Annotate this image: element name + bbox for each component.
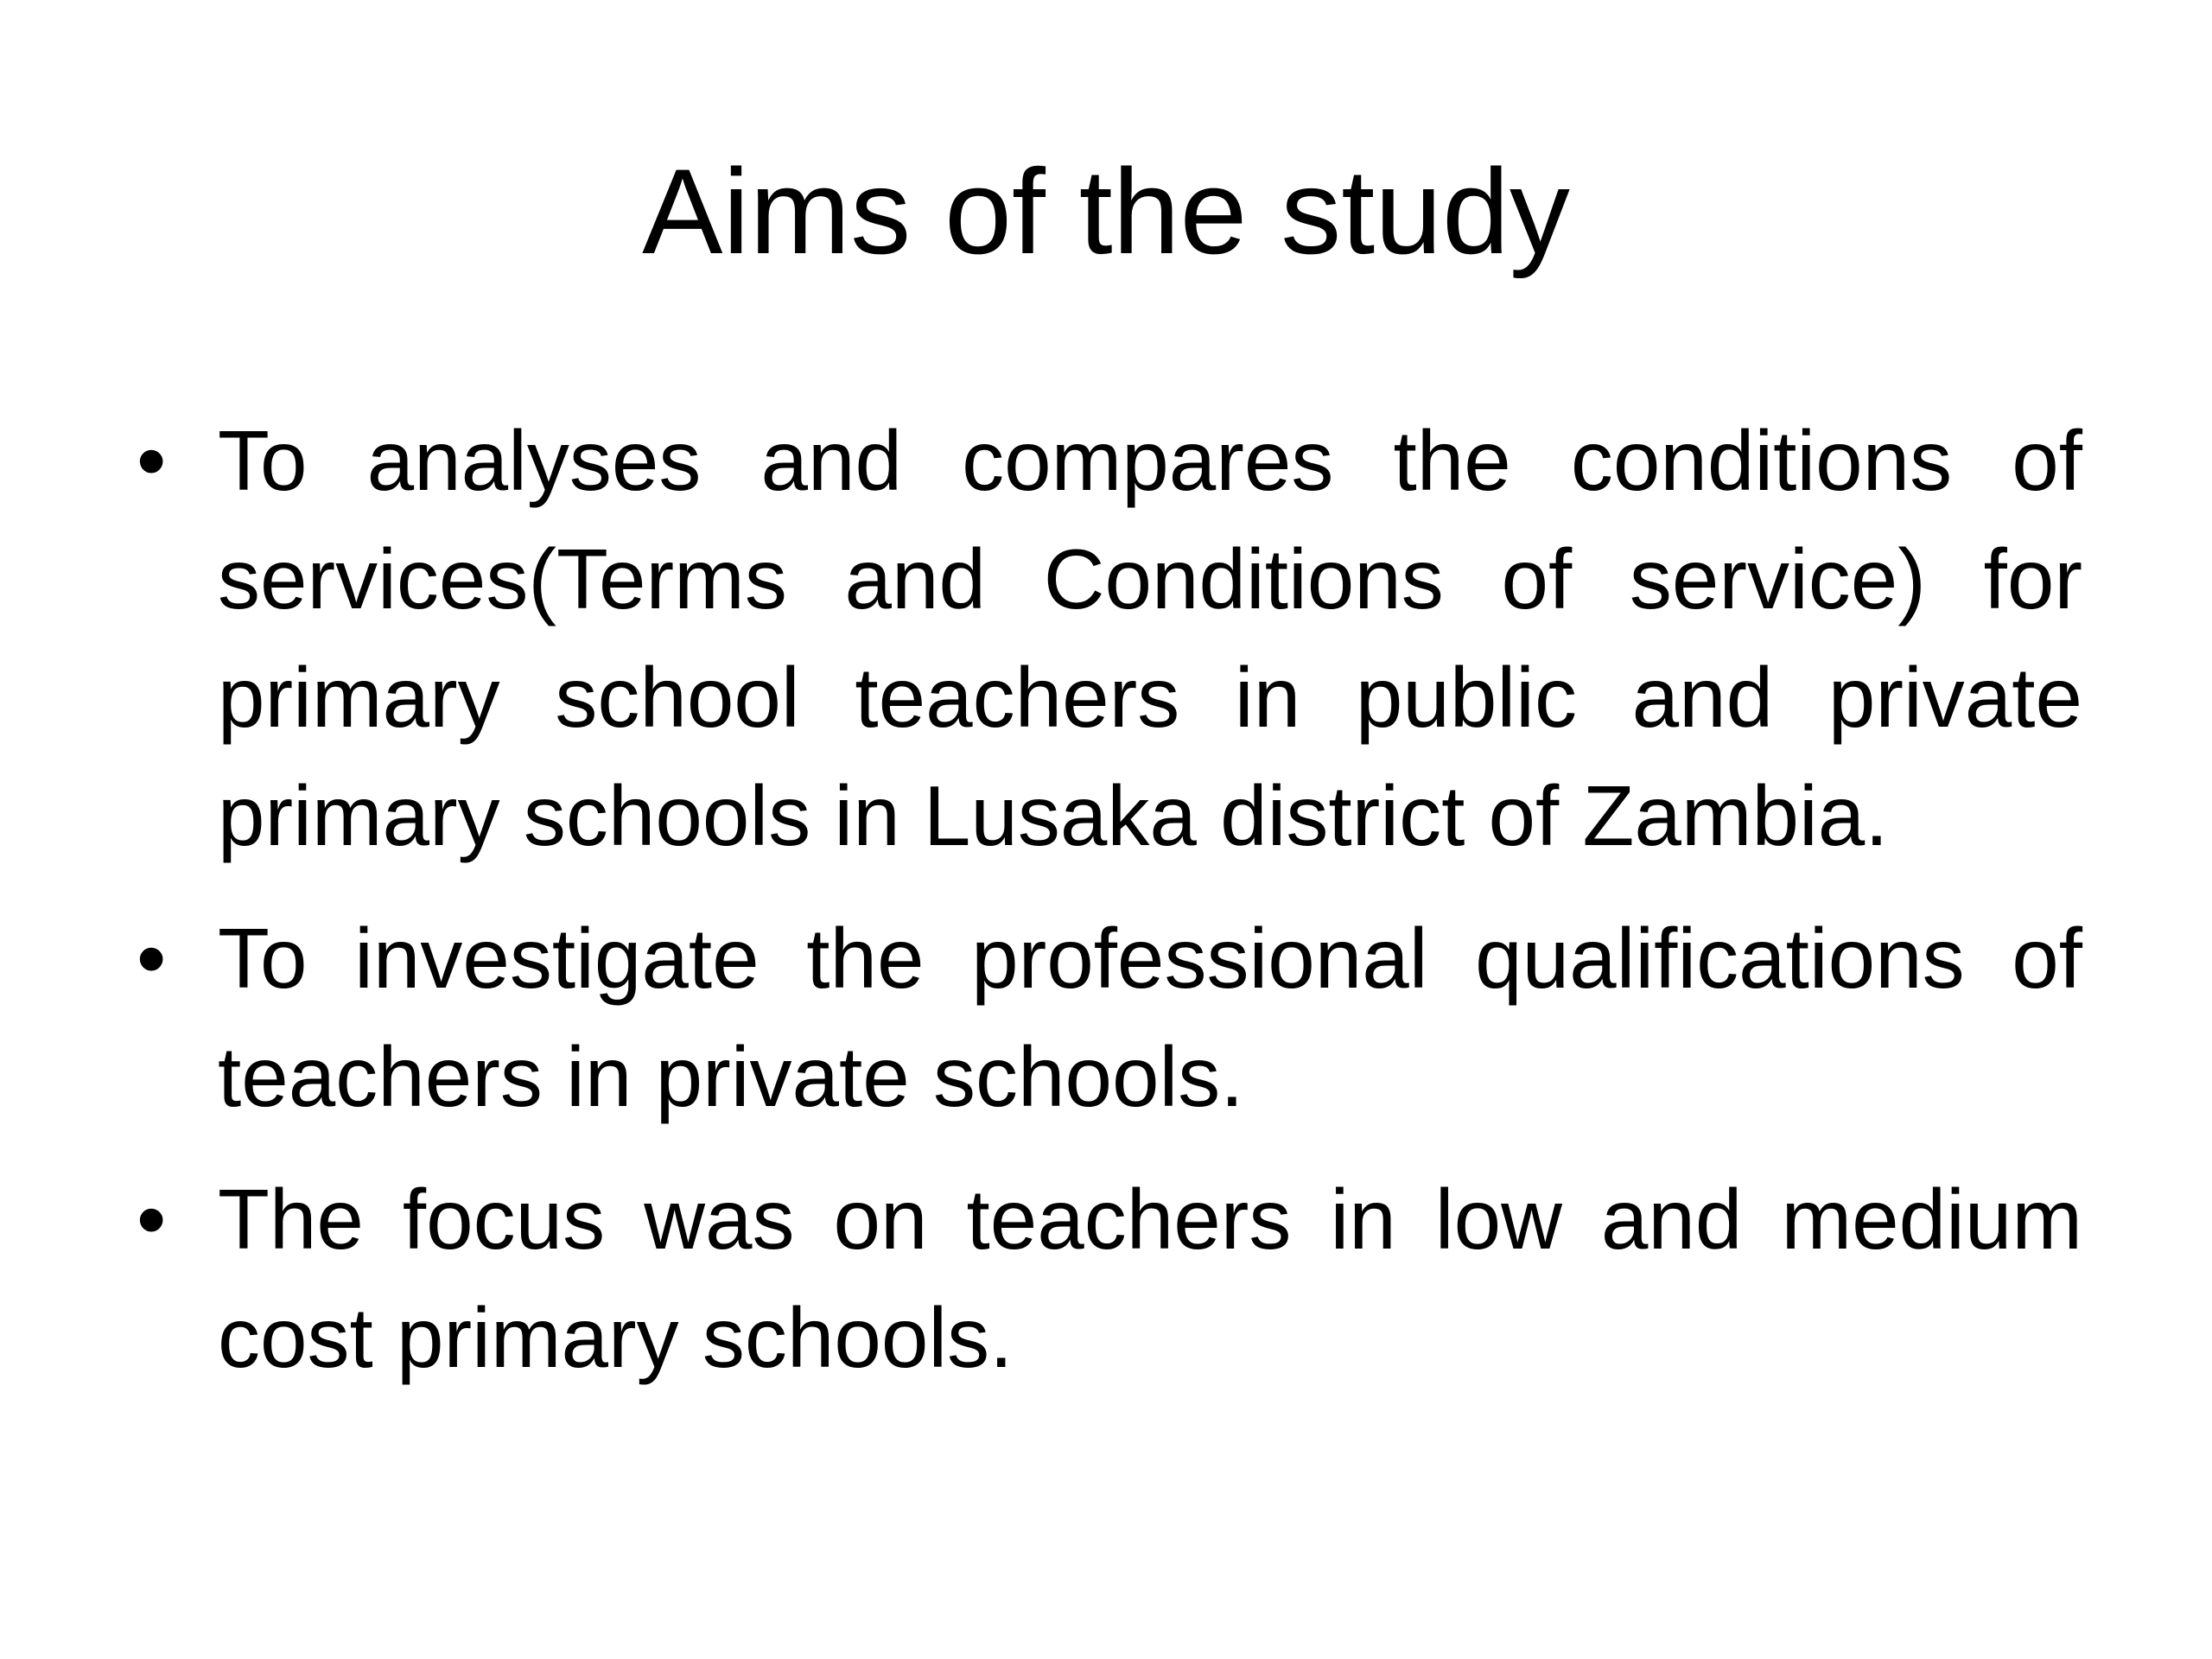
- bullet-icon: •: [137, 911, 167, 1006]
- bullet-text: To investigate the professional qualifications of teachers in private schools.: [218, 911, 2082, 1124]
- bullet-icon: •: [137, 413, 167, 508]
- slide-title: Aims of the study: [642, 143, 1570, 279]
- bullet-item-2: [130, 899, 2082, 1136]
- bullet-text: The focus was on teachers in low and medium cost primary schools.: [218, 1172, 2082, 1385]
- bullet-icon: •: [137, 1172, 167, 1267]
- bullet-text: To analyses and compares the conditions of services(Terms and Conditions of service) for primary school teachers in public and private primary schools in Lusaka district of Zambia.: [218, 413, 2082, 863]
- bullet-item-1: [130, 402, 2082, 875]
- bullet-item-3: [130, 1160, 2082, 1397]
- bullet-list: [130, 402, 2082, 1421]
